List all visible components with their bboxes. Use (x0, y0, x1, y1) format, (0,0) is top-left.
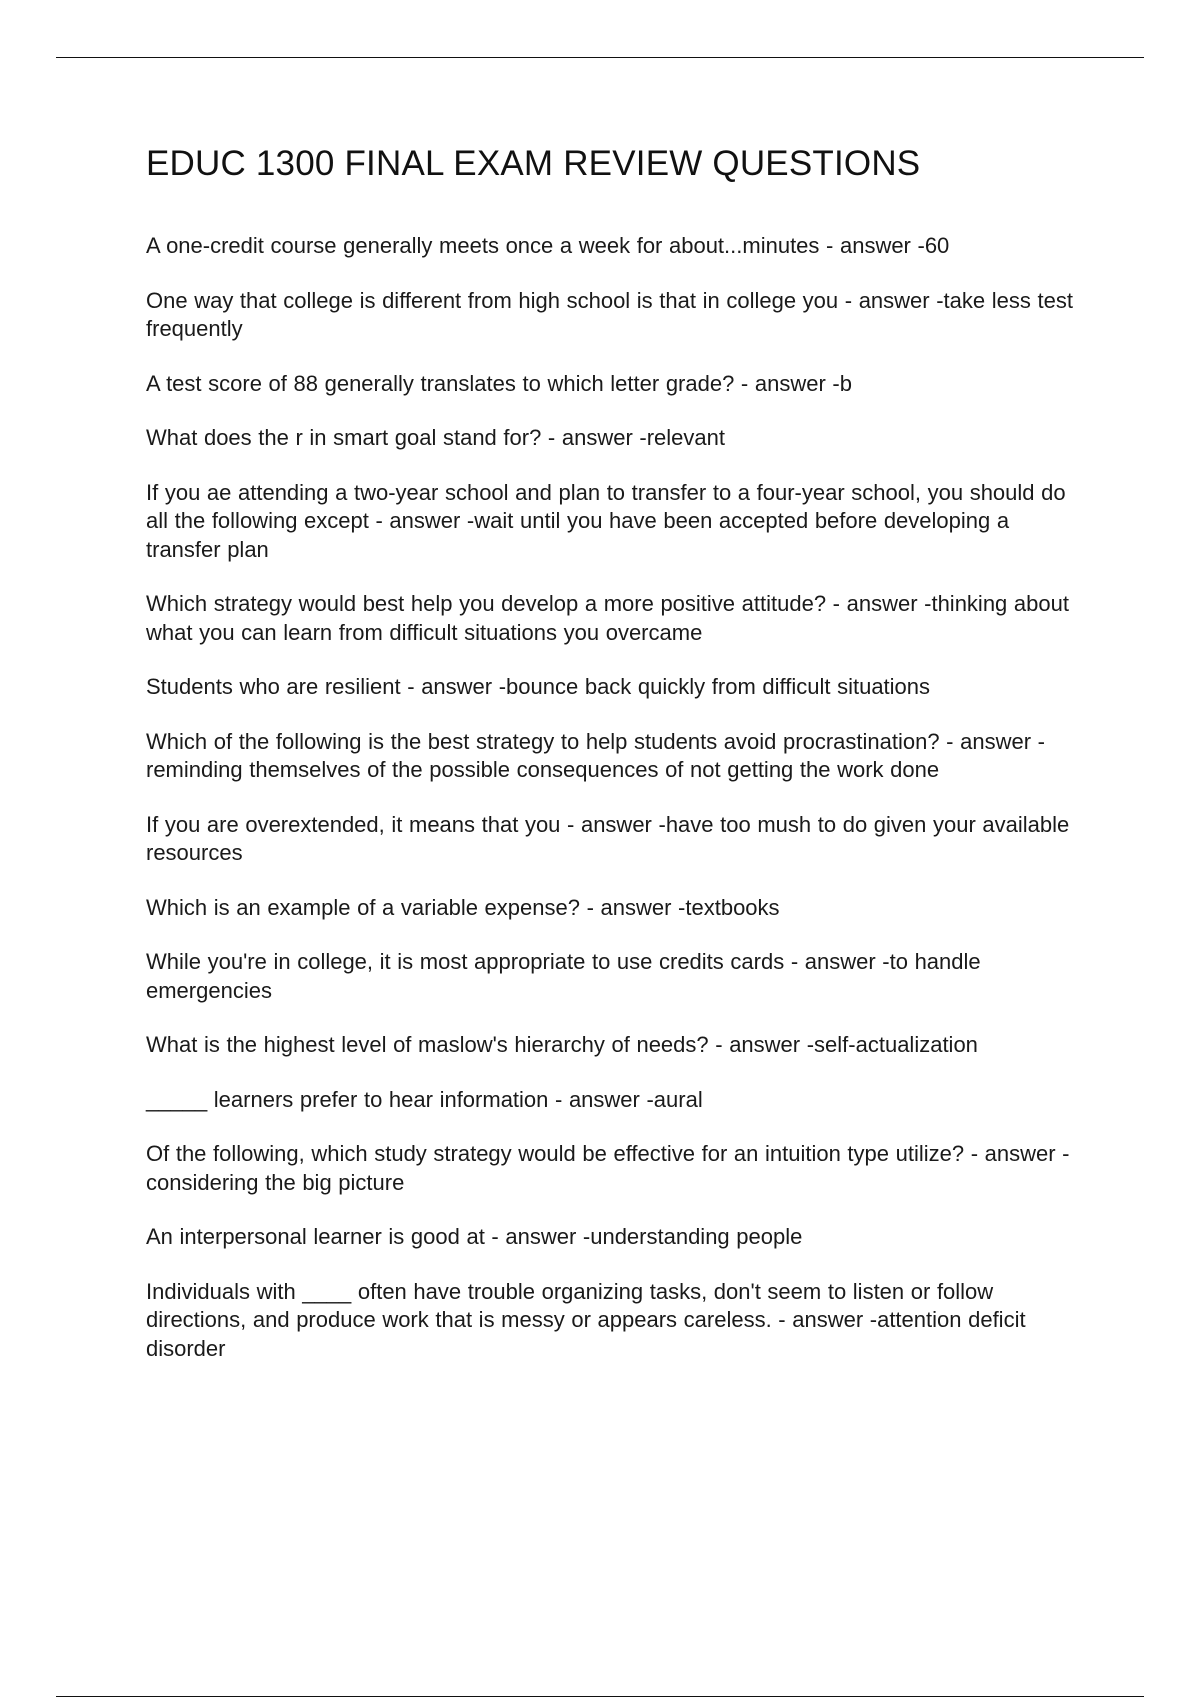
document-title: EDUC 1300 FINAL EXAM REVIEW QUESTIONS (146, 144, 921, 183)
question-item: Of the following, which study strategy would be effective for an intuition type utilize? - answer -considering the big picture (146, 1141, 1070, 1195)
question-item: A one-credit course generally meets once a week for about...minutes - answer -60 (146, 233, 950, 258)
question-item: If you ae attending a two-year school and plan to transfer to a four-year school, you should do all the following except - answer -wait until you have been accepted before developing a transfer plan (146, 479, 1066, 562)
header-rule (56, 57, 1144, 58)
question-item: Which is an example of a variable expense? - answer -textbooks (146, 894, 780, 920)
question-item: While you're in college, it is most appropriate to use credits cards - answer -to handle emergencies (146, 949, 981, 1003)
question-item: One way that college is different from high school is that in college you - answer -take less test frequently (146, 287, 1073, 341)
document-body (146, 140, 1076, 1389)
question-item: Individuals with ____ often have trouble organizing tasks, don't seem to listen or follow directions, and produce work that is messy or appears careless. - answer -attention deficit disorder (146, 1278, 1026, 1361)
question-item: Students who are resilient - answer -bounce back quickly from difficult situations (146, 674, 931, 699)
question-list (146, 232, 1076, 1363)
question-item: If you are overextended, it means that you - answer -have too mush to do given your available resources (146, 811, 1070, 865)
question-item: What is the highest level of maslow's hierarchy of needs? - answer -self-actualization (146, 1032, 978, 1057)
question-item: Which of the following is the best strategy to help students avoid procrastination? - answer -reminding themselves of the possible consequences of not getting the work done (146, 728, 1045, 782)
question-item: What does the r in smart goal stand for? - answer -relevant (146, 425, 725, 450)
question-item: An interpersonal learner is good at - answer -understanding people (146, 1224, 803, 1249)
question-item: _____ learners prefer to hear information - answer -aural (146, 1086, 703, 1112)
question-item: Which strategy would best help you develop a more positive attitude? - answer -thinking about what you can learn from difficult situations you overcame (146, 591, 1069, 645)
footer-rule (56, 1696, 1144, 1697)
question-item: A test score of 88 generally translates to which letter grade? - answer -b (146, 370, 852, 396)
